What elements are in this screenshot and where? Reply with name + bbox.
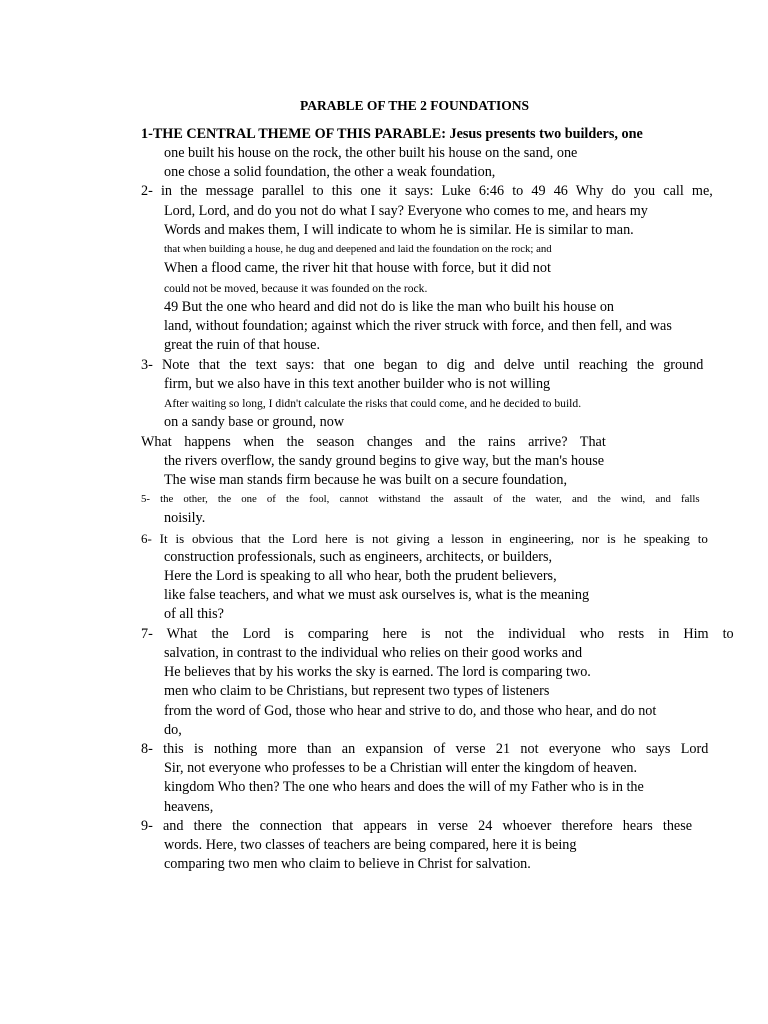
paragraph-line	[141, 125, 755, 144]
paragraph-line: 3- Note that the text says: that one began to dig and delve until reaching the ground	[141, 357, 704, 373]
paragraph-line: He believes that by his works the sky is earned. The lord is comparing two.	[164, 664, 591, 680]
paragraph-line: of all this?	[164, 606, 224, 622]
paragraph-line: that when building a house, he dug and deepened and laid the foundation on the rock; and	[164, 243, 552, 255]
paragraph-line: What happens when the season changes and the rains arrive? That	[141, 434, 606, 450]
paragraph-line: After waiting so long, I didn't calculate the risks that could come, and he decided to build.	[164, 397, 582, 410]
paragraph-line: construction professionals, such as engineers, architects, or builders,	[164, 549, 553, 565]
paragraph-line: the rivers overflow, the sandy ground begins to give way, but the man's house	[164, 453, 605, 469]
paragraph-line: When a flood came, the river hit that house with force, but it did not	[164, 260, 551, 276]
paragraph-line: salvation, in contrast to the individual who relies on their good works and	[164, 645, 583, 661]
document-title: PARABLE OF THE 2 FOUNDATIONS	[300, 98, 530, 113]
paragraph-line: men who claim to be Christians, but represent two types of listeners	[164, 683, 550, 699]
paragraph-line: Sir, not everyone who professes to be a Christian will enter the kingdom of heaven.	[164, 760, 638, 776]
paragraph-line: one built his house on the rock, the other built his house on the sand, one	[164, 145, 578, 161]
paragraph-line: could not be moved, because it was founded on the rock.	[164, 282, 428, 295]
paragraph-line: from the word of God, those who hear and strive to do, and those who hear, and do not	[164, 703, 657, 719]
paragraph-line: heavens,	[164, 799, 214, 815]
paragraph-line: The wise man stands firm because he was built on a secure foundation,	[164, 472, 568, 488]
paragraph-line: do,	[164, 722, 182, 738]
paragraph-line: one chose a solid foundation, the other a weak foundation,	[164, 164, 496, 180]
paragraph-line: like false teachers, and what we must ask ourselves is, what is the meaning	[164, 587, 590, 603]
paragraph-line: kingdom Who then? The one who hears and does the will of my Father who is in the	[164, 779, 644, 795]
paragraph-line: 7- What the Lord is comparing here is not the individual who rests in Him to	[141, 626, 734, 642]
paragraph-line: great the ruin of that house.	[164, 337, 321, 353]
item-1-heading: 1-THE CENTRAL THEME OF THIS PARABLE: Jesus presents two builders, one	[141, 126, 643, 142]
paragraph-line: on a sandy base or ground, now	[164, 414, 345, 430]
paragraph-line: comparing two men who claim to believe in Christ for salvation.	[164, 856, 531, 872]
paragraph-line: noisily.	[164, 510, 206, 526]
paragraph-line: 9- and there the connection that appears in verse 24 whoever therefore hears these	[141, 818, 693, 834]
paragraph-line: 2- in the message parallel to this one it says: Luke 6:46 to 49 46 Why do you call me,	[141, 183, 713, 199]
paragraph-line: Words and makes them, I will indicate to whom he is similar. He is similar to man.	[164, 222, 634, 238]
paragraph-line: 49 But the one who heard and did not do is like the man who built his house on	[164, 299, 615, 315]
paragraph-line: 8- this is nothing more than an expansion of verse 21 not everyone who says Lord	[141, 741, 709, 757]
paragraph-line: firm, but we also have in this text another builder who is not willing	[164, 376, 551, 392]
paragraph-line: Here the Lord is speaking to all who hear, both the prudent believers,	[164, 568, 557, 584]
paragraph-line: 6- It is obvious that the Lord here is not giving a lesson in engineering, nor is he speaking to	[141, 531, 708, 546]
paragraph-line: words. Here, two classes of teachers are being compared, here it is being	[164, 837, 577, 853]
paragraph-line: Lord, Lord, and do you not do what I say? Everyone who comes to me, and hears my	[164, 203, 648, 219]
paragraph-line: 5- the other, the one of the fool, cannot withstand the assault of the water, and the wind, and falls	[141, 493, 700, 505]
paragraph-line: land, without foundation; against which the river struck with force, and then fell, and was	[164, 318, 672, 334]
